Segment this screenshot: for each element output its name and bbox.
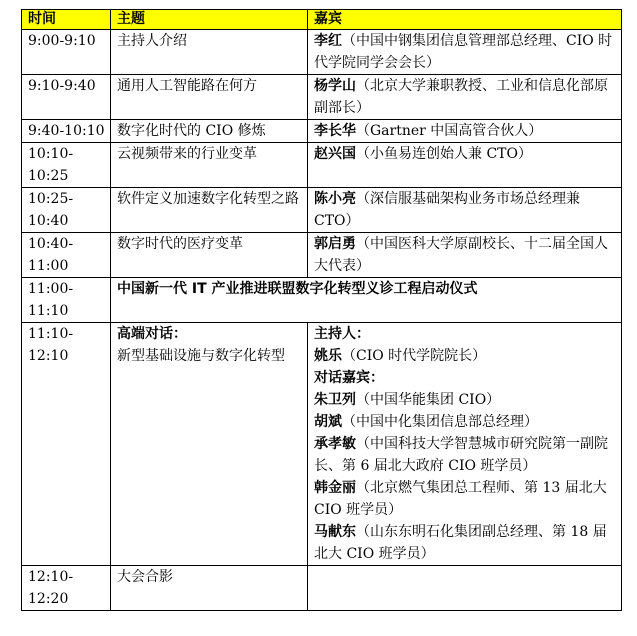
guest-title: （山东东明石化集团副总经理、第 18 届北大 CIO 班学员）	[314, 524, 607, 562]
header-topic: 主题	[111, 10, 308, 30]
agenda-table	[21, 9, 622, 611]
guest-cell	[308, 120, 622, 143]
guests-label: 对话嘉宾：	[314, 370, 384, 386]
guest-title: （北京燃气集团总工程师、第 13 届北大 CIO 班学员）	[314, 480, 607, 518]
guest-cell	[308, 30, 622, 75]
table-row	[22, 188, 622, 233]
table-row	[22, 75, 622, 120]
time-cell: 9:40-10:10	[22, 120, 111, 143]
guest-cell	[308, 323, 622, 566]
guest-title: （中国中化集团信息部总经理）	[342, 414, 538, 430]
list-item	[314, 433, 617, 477]
topic-cell: 通用人工智能路在何方	[111, 75, 308, 120]
guest-name: 胡斌	[314, 414, 342, 430]
guest-title: （北京大学兼职教授、工业和信息化部原副部长）	[314, 78, 608, 116]
ceremony-row	[22, 278, 622, 323]
dialogue-label: 高端对话：	[117, 326, 187, 342]
header-row	[22, 10, 622, 30]
list-item	[314, 411, 617, 433]
time-cell: 11:10-12:10	[22, 323, 111, 566]
table-row	[22, 566, 622, 611]
guest-title: （中国中钢集团信息管理部总经理、CIO 时代学院同学会会长）	[314, 33, 613, 71]
list-item	[314, 389, 617, 411]
guest-title: （深信服基础架构业务市场总经理兼 CTO）	[314, 191, 580, 229]
table-row	[22, 143, 622, 188]
ceremony-title: 中国新一代 IT 产业推进联盟数字化转型义诊工程启动仪式	[111, 278, 622, 323]
guest-name: 韩金丽	[314, 480, 356, 496]
dialogue-row	[22, 323, 622, 566]
guest-name: 李长华	[314, 123, 356, 139]
guest-cell	[308, 233, 622, 278]
guest-name: 马献东	[314, 524, 356, 540]
guest-cell	[308, 75, 622, 120]
guest-name: 陈小亮	[314, 191, 356, 207]
table-row	[22, 233, 622, 278]
time-cell: 11:00-11:10	[22, 278, 111, 323]
topic-cell: 数字化时代的 CIO 修炼	[111, 120, 308, 143]
guest-name: 朱卫列	[314, 392, 356, 408]
guest-name: 李红	[314, 33, 342, 49]
host-name: 姚乐	[314, 348, 342, 364]
table-row	[22, 120, 622, 143]
guest-name: 杨学山	[314, 78, 356, 94]
header-time: 时间	[22, 10, 111, 30]
time-cell: 10:10-10:25	[22, 143, 111, 188]
host-label: 主持人：	[314, 326, 370, 342]
time-cell: 10:25-10:40	[22, 188, 111, 233]
guest-title: （中国医科大学原副校长、十二届全国人大代表）	[314, 236, 608, 274]
guest-cell	[308, 566, 622, 611]
guest-name: 赵兴国	[314, 146, 356, 162]
guest-name: 承孝敏	[314, 436, 356, 452]
topic-cell: 大会合影	[111, 566, 308, 611]
guest-title: （中国科技大学智慧城市研究院第一副院长、第 6 届北大政府 CIO 班学员）	[314, 436, 608, 474]
guest-title: （中国华能集团 CIO）	[356, 392, 501, 408]
topic-cell: 软件定义加速数字化转型之路	[111, 188, 308, 233]
guest-title: （Gartner 中国高管合伙人）	[356, 123, 543, 139]
dialogue-topic: 新型基础设施与数字化转型	[117, 348, 285, 364]
table-row	[22, 30, 622, 75]
time-cell: 10:40-11:00	[22, 233, 111, 278]
header-guest: 嘉宾	[308, 10, 622, 30]
topic-cell	[111, 323, 308, 566]
time-cell: 9:10-9:40	[22, 75, 111, 120]
time-cell: 12:10-12:20	[22, 566, 111, 611]
host-line	[314, 345, 617, 367]
topic-cell: 云视频带来的行业变革	[111, 143, 308, 188]
guest-cell	[308, 143, 622, 188]
topic-cell: 主持人介绍	[111, 30, 308, 75]
guest-title: （小鱼易连创始人兼 CTO）	[356, 146, 532, 162]
host-title: （CIO 时代学院院长）	[342, 348, 487, 364]
guest-name: 郭启勇	[314, 236, 356, 252]
list-item	[314, 521, 617, 565]
time-cell: 9:00-9:10	[22, 30, 111, 75]
list-item	[314, 477, 617, 521]
topic-cell: 数字时代的医疗变革	[111, 233, 308, 278]
guest-cell	[308, 188, 622, 233]
